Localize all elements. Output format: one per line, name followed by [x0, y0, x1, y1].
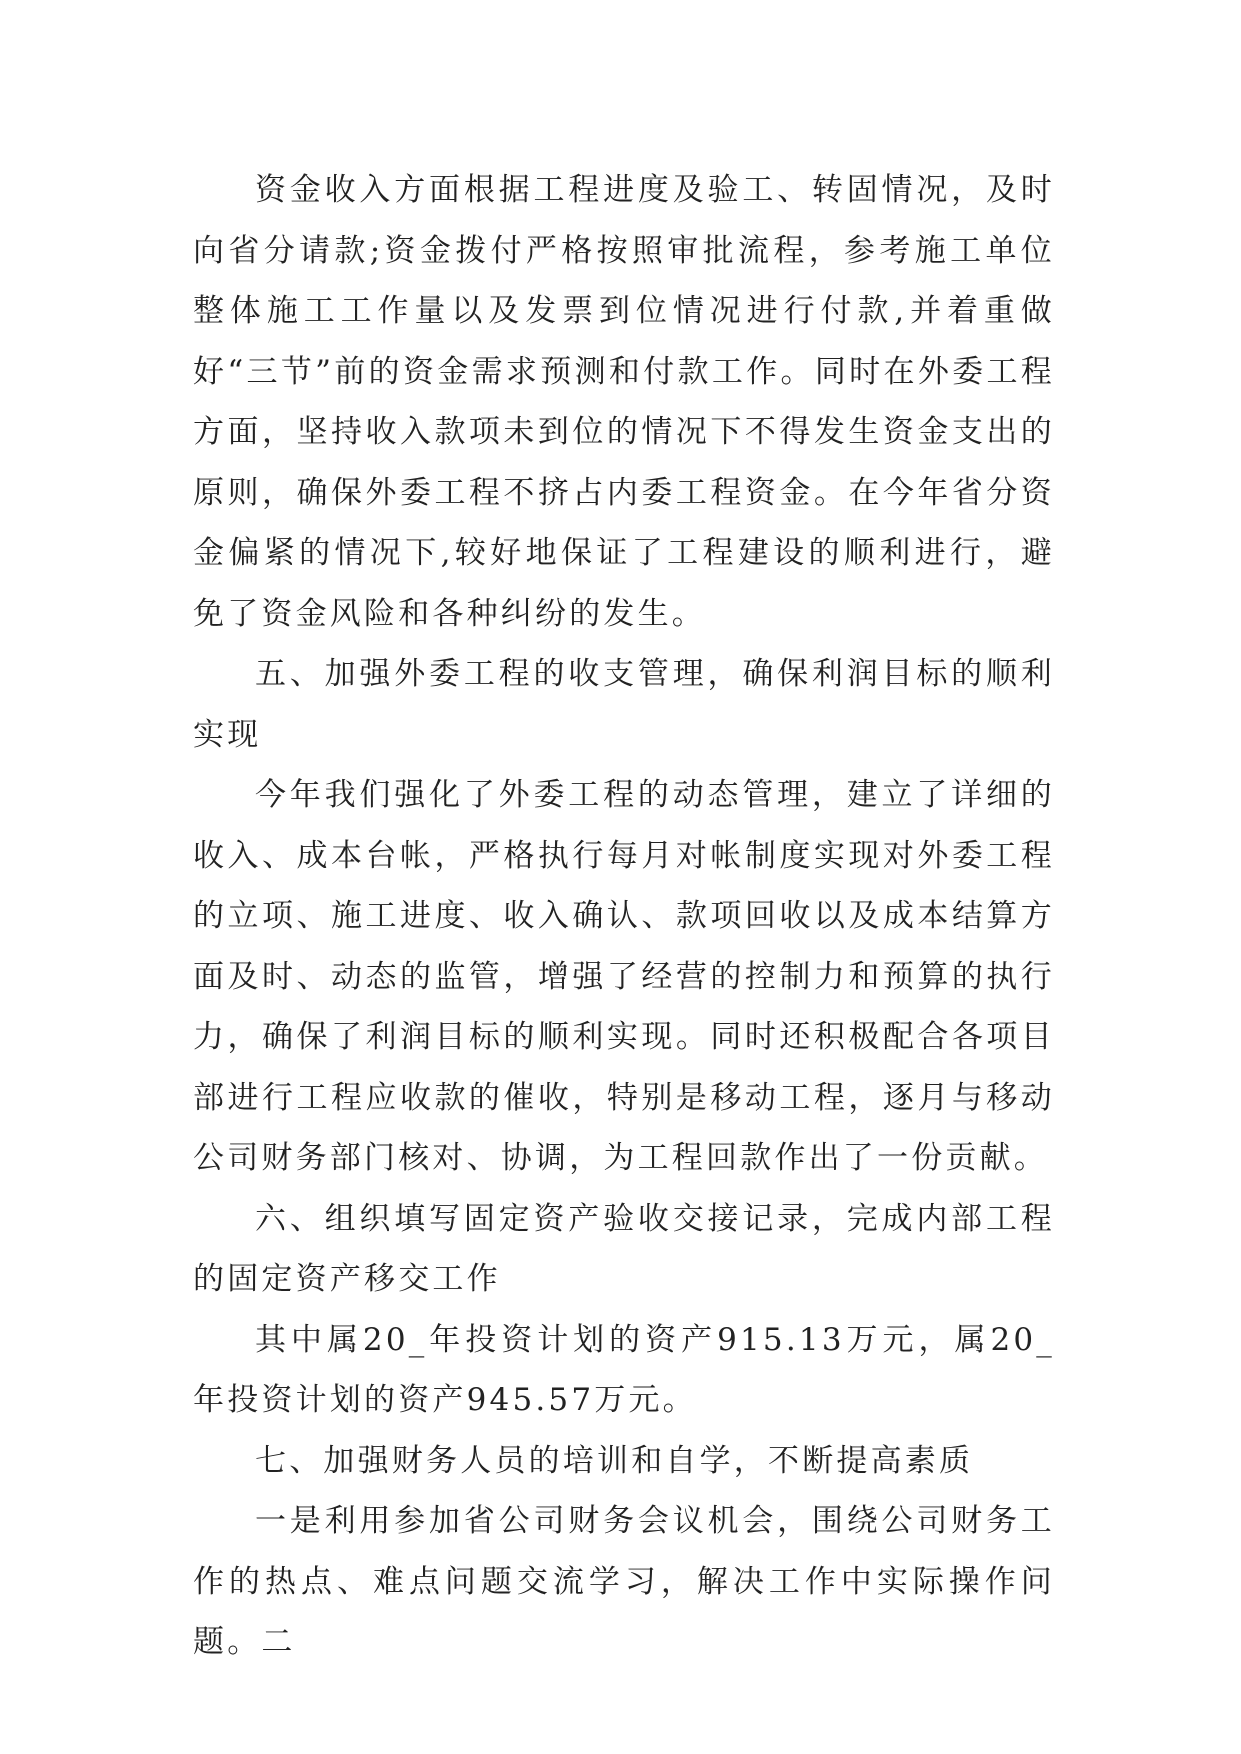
paragraph-training: 一是利用参加省公司财务会议机会，围绕公司财务工作的热点、难点问题交流学习，解决工作中实际操作问题。二	[193, 1503, 1055, 1660]
heading-section-7: 七、加强财务人员的培训和自学，不断提高素质	[255, 1442, 974, 1479]
heading-section-5: 五、加强外委工程的收支管理，确保利润目标的顺利实现	[193, 656, 1055, 753]
document-body	[193, 160, 1055, 1673]
paragraph-fund-management: 资金收入方面根据工程进度及验工、转固情况，及时向省分请款;资金拨付严格按照审批流程，参考施工单位整体施工工作量以及发票到位情况进行付款,并着重做好“三节”前的资金需求预测和付款工作。同时在外委工程方面，坚持收入款项未到位的情况下不得发生资金支出的原则，确保外委工程不挤占内委工程资金。在今年省分资金偏紧的情况下,较好地保证了工程建设的顺利进行，避免了资金风险和各种纠纷的发生。	[193, 172, 1055, 632]
heading-section-6: 六、组织填写固定资产验收交接记录，完成内部工程的固定资产移交工作	[193, 1200, 1055, 1297]
paragraph-fixed-assets: 其中属20_年投资计划的资产915.13万元，属20_年投资计划的资产945.57万元。	[193, 1321, 1055, 1418]
paragraph-outsourced-projects: 今年我们强化了外委工程的动态管理，建立了详细的收入、成本台帐，严格执行每月对帐制度实现对外委工程的立项、施工进度、收入确认、款项回收以及成本结算方面及时、动态的监管，增强了经营的控制力和预算的执行力，确保了利润目标的顺利实现。同时还积极配合各项目部进行工程应收款的催收，特别是移动工程，逐月与移动公司财务部门核对、协调，为工程回款作出了一份贡献。	[193, 777, 1055, 1176]
